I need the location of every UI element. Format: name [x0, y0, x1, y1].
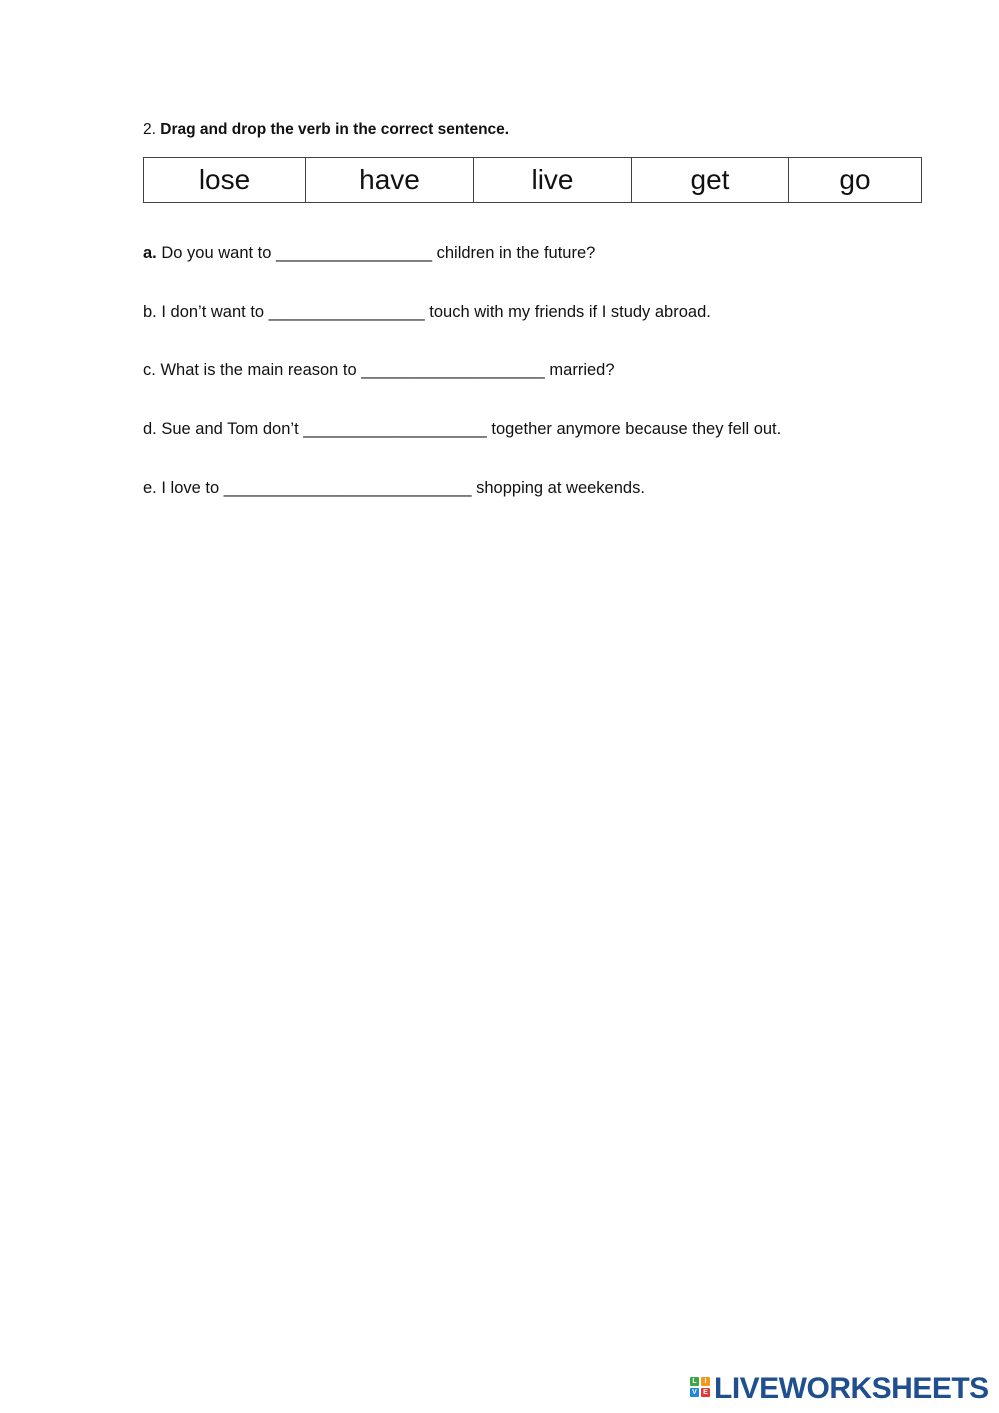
sentence-text-before: Do you want to	[161, 244, 272, 262]
sentence-letter: c.	[143, 361, 156, 379]
answer-blank[interactable]: _________________	[276, 244, 433, 262]
sentence-text-before: I love to	[161, 479, 220, 497]
sentence-text-before: I don’t want to	[161, 303, 265, 321]
word-bank-item[interactable]: lose	[144, 158, 306, 203]
sentence-text-before: What is the main reason to	[160, 361, 357, 379]
sentence-b	[143, 301, 711, 323]
sentence-d	[143, 418, 781, 440]
sentence-a	[143, 242, 595, 264]
exercise-number: 2.	[143, 121, 156, 138]
word-bank-item[interactable]: have	[306, 158, 474, 203]
sentence-text-after: together anymore because they fell out.	[491, 420, 782, 438]
sentence-text-after: shopping at weekends.	[476, 479, 645, 497]
word-bank	[143, 157, 922, 203]
answer-blank[interactable]: ____________________	[361, 361, 545, 379]
sentence-text-after: children in the future?	[436, 244, 596, 262]
logo-mark-v: V	[690, 1388, 699, 1397]
answer-blank[interactable]: ____________________	[303, 420, 487, 438]
sentence-text-after: touch with my friends if I study abroad.	[429, 303, 711, 321]
word-bank-item[interactable]: go	[789, 158, 922, 203]
logo-text: LIVEWORKSHEETS	[714, 1372, 989, 1405]
word-bank-item[interactable]: live	[474, 158, 632, 203]
sentence-text-before: Sue and Tom don’t	[161, 420, 299, 438]
sentence-e	[143, 477, 645, 499]
logo-mark-i: I	[701, 1377, 710, 1386]
instruction-text: Drag and drop the verb in the correct sentence.	[160, 121, 510, 138]
sentence-letter: b.	[143, 303, 157, 321]
answer-blank[interactable]: _________________	[268, 303, 425, 321]
sentence-c	[143, 359, 615, 381]
logo-mark-l: L	[690, 1377, 699, 1386]
exercise-instruction	[143, 120, 509, 140]
sentence-letter: d.	[143, 420, 157, 438]
liveworksheets-logo	[690, 1374, 989, 1404]
sentence-letter: e.	[143, 479, 157, 497]
logo-mark-icon	[690, 1377, 712, 1401]
sentence-letter: a.	[143, 244, 157, 262]
answer-blank[interactable]: ___________________________	[223, 479, 472, 497]
word-bank-item[interactable]: get	[632, 158, 789, 203]
logo-mark-e: E	[701, 1388, 710, 1397]
sentence-text-after: married?	[549, 361, 615, 379]
